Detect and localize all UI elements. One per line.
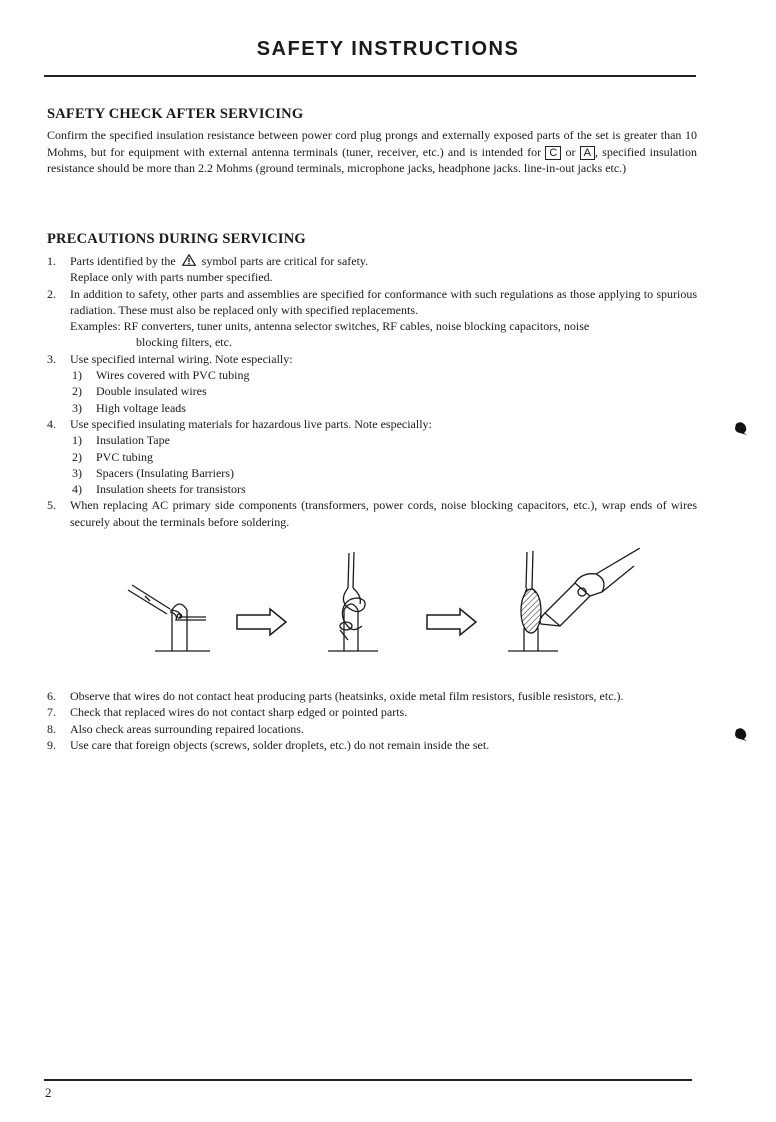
sub-item-number: 3) bbox=[72, 465, 82, 480]
page-number: 2 bbox=[45, 1085, 52, 1100]
item8-text: Also check areas surrounding repaired locations. bbox=[70, 721, 304, 736]
sub-item bbox=[70, 383, 697, 399]
list-item-number: 7. bbox=[47, 705, 56, 720]
item1-text-pre: Parts identified by the bbox=[70, 254, 176, 268]
precautions-list-continued bbox=[47, 688, 697, 753]
sub-item-number: 1) bbox=[72, 368, 82, 383]
footer-rule bbox=[44, 1079, 692, 1081]
sub-item-text: Insulation sheets for transistors bbox=[96, 482, 246, 497]
item1-text-post: symbol parts are critical for safety. bbox=[201, 254, 369, 268]
safety-check-text-2: , specified insulation resistance should be more than 2.2 Mohms (ground terminals, microphone jacks, headphone jacks. line-in-out jacks etc.) bbox=[47, 144, 697, 175]
sub-item bbox=[70, 400, 697, 416]
right-arrow-icon bbox=[237, 609, 286, 635]
precautions-list bbox=[47, 253, 697, 530]
list-item-number: 5. bbox=[47, 498, 56, 513]
safety-check-text-1: Confirm the specified insulation resistance between power cord plug prongs and externally exposed parts of the set is greater than 10 Mohms, but for equipment with external antenna terminals (tuner, receiver, etc.) and is intended for bbox=[47, 128, 697, 159]
warning-triangle-icon bbox=[182, 254, 196, 266]
or-text: or bbox=[565, 144, 576, 159]
sub-item-number: 1) bbox=[72, 433, 82, 448]
wire-wrap-illustration bbox=[120, 548, 640, 663]
section-heading-safety-check: SAFETY CHECK AFTER SERVICING bbox=[47, 106, 304, 122]
binder-hole-mark bbox=[734, 421, 748, 435]
terminal-hooked-wire-figure bbox=[128, 585, 210, 651]
list-item bbox=[47, 351, 697, 416]
sub-item-text: Spacers (Insulating Barriers) bbox=[96, 465, 234, 480]
sub-item-number: 2) bbox=[72, 384, 82, 399]
list-item bbox=[47, 286, 697, 351]
list-item-number: 3. bbox=[47, 351, 56, 366]
header-rule bbox=[44, 75, 696, 77]
sub-item-text: High voltage leads bbox=[96, 400, 186, 415]
sub-item bbox=[70, 449, 697, 465]
binder-hole-mark bbox=[734, 727, 748, 741]
list-item bbox=[47, 416, 697, 497]
item7-text: Check that replaced wires do not contact sharp edged or pointed parts. bbox=[70, 705, 408, 720]
list-item-number: 2. bbox=[47, 286, 56, 301]
sub-item-text: Double insulated wires bbox=[96, 384, 207, 399]
list-item bbox=[47, 737, 697, 753]
terminal-soldering-figure bbox=[508, 548, 640, 651]
sub-item-text: PVC tubing bbox=[96, 449, 154, 464]
class-a-box: A bbox=[580, 146, 595, 160]
sub-item bbox=[70, 481, 697, 497]
list-item-number: 4. bbox=[47, 416, 56, 431]
item5-text: When replacing AC primary side components (transformers, power cords, noise blocking capacitors, etc.), wrap ends of wires securely about the terminals before soldering. bbox=[70, 498, 697, 529]
safety-check-paragraph bbox=[47, 127, 697, 177]
list-item-number: 9. bbox=[47, 737, 56, 752]
list-item bbox=[47, 721, 697, 737]
item1-line2: Replace only with parts number specified. bbox=[70, 270, 273, 285]
list-item-number: 6. bbox=[47, 689, 56, 703]
sub-item bbox=[70, 367, 697, 383]
list-item-number: 1. bbox=[47, 254, 56, 268]
list-item bbox=[47, 704, 697, 720]
item2-examples: Examples: RF converters, tuner units, antenna selector switches, RF cables, noise blocking capacitors, noise bbox=[70, 319, 590, 334]
page-title: SAFETY INSTRUCTIONS bbox=[256, 38, 520, 60]
item6-text: Observe that wires do not contact heat producing parts (heatsinks, oxide metal film resistors, fusible resistors, etc.). bbox=[70, 689, 624, 703]
item3-text: Use specified internal wiring. Note especially: bbox=[70, 351, 293, 366]
item2-examples-cont: blocking filters, etc. bbox=[136, 335, 232, 350]
sub-item bbox=[70, 465, 697, 481]
item4-text: Use specified insulating materials for hazardous live parts. Note especially: bbox=[70, 416, 432, 431]
item2-text: In addition to safety, other parts and assemblies are specified for conformance with such regulations as those applying to spurious radiation. These must also be replaced only with specified replacements. bbox=[70, 286, 697, 317]
section-heading-precautions: PRECAUTIONS DURING SERVICING bbox=[47, 231, 306, 247]
item9-text: Use care that foreign objects (screws, solder droplets, etc.) do not remain inside the set. bbox=[70, 737, 490, 752]
terminal-wrapped-wire-figure bbox=[328, 552, 378, 651]
list-item-number: 8. bbox=[47, 721, 56, 736]
sub-item-text: Insulation Tape bbox=[96, 433, 170, 448]
class-c-box: C bbox=[545, 146, 561, 160]
sub-item-number: 3) bbox=[72, 400, 82, 415]
list-item bbox=[47, 497, 697, 530]
sub-item-number: 2) bbox=[72, 449, 82, 464]
sub-item-number: 4) bbox=[72, 482, 82, 497]
sub-item bbox=[70, 432, 697, 448]
right-arrow-icon bbox=[427, 609, 476, 635]
list-item bbox=[47, 688, 697, 704]
list-item bbox=[47, 253, 697, 286]
sub-item-text: Wires covered with PVC tubing bbox=[96, 368, 250, 383]
